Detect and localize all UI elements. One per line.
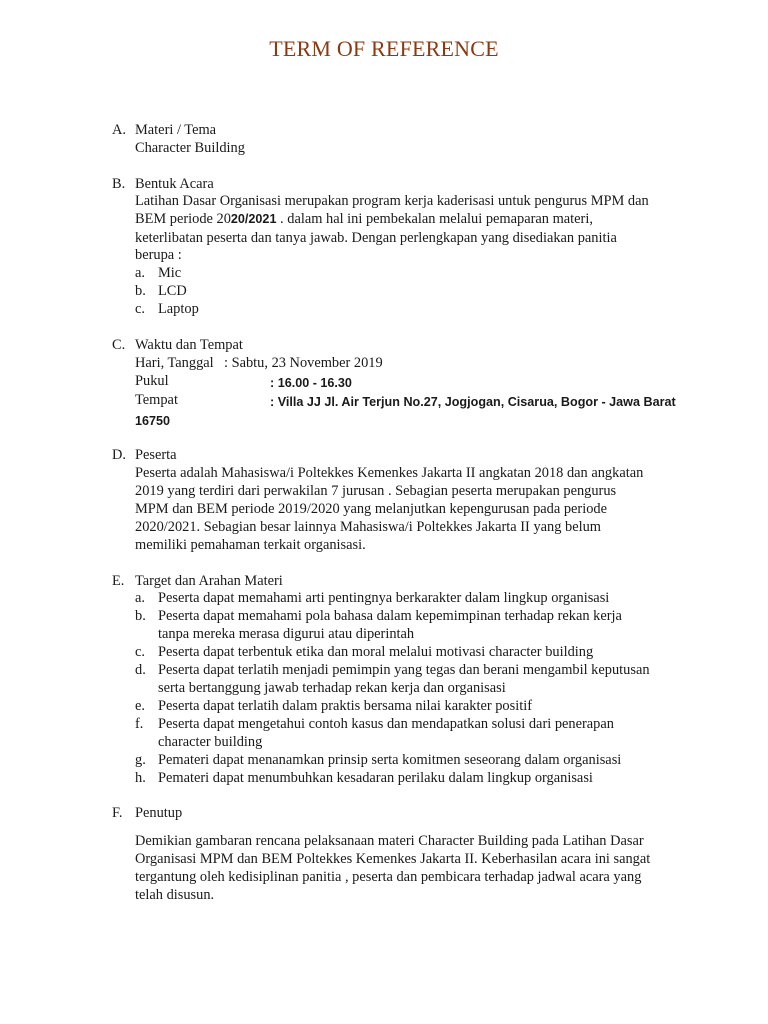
list-item-text: Peserta dapat terlatih menjadi pemimpin yang tegas dan berani mengambil keputusan xyxy=(158,662,650,678)
list-marker: g. xyxy=(135,752,146,768)
section-b-text-part: . dalam hal ini pembekalan melalui pemaparan materi, xyxy=(276,211,593,227)
section-f-heading: Penutup xyxy=(135,805,183,821)
list-item-text: tanpa mereka merasa digurui atau diperintah xyxy=(158,626,415,642)
tempat-value: : Villa JJ Jl. Air Terjun No.27, Jogjogan, Cisarua, Bogor - Jawa Barat xyxy=(270,395,676,409)
section-e-heading: Target dan Arahan Materi xyxy=(135,573,283,589)
list-marker: b. xyxy=(135,608,146,624)
list-marker: a. xyxy=(135,590,145,606)
section-f-paragraph-line: tergantung oleh kedisiplinan panitia , peserta dan pembicara terhadap jadwal acara yang xyxy=(135,869,642,885)
list-marker: a. xyxy=(135,265,145,281)
list-item-text: Peserta dapat memahami arti pentingnya berkarakter dalam lingkup organisasi xyxy=(158,590,610,606)
list-item-text: Peserta dapat terlatih dalam praktis bersama nilai karakter positif xyxy=(158,698,533,714)
section-d-heading: Peserta xyxy=(135,447,177,463)
list-marker: c. xyxy=(135,301,145,317)
section-c-letter: C. xyxy=(112,337,126,353)
tempat-postal-code: 16750 xyxy=(135,414,171,428)
pukul-value: : 16.00 - 16.30 xyxy=(270,376,352,390)
list-marker: b. xyxy=(135,283,146,299)
list-item-text: Peserta dapat terbentuk etika dan moral melalui motivasi character building xyxy=(158,644,594,660)
section-a-heading: Materi / Tema xyxy=(135,122,217,138)
section-b-paragraph-line: berupa : xyxy=(135,247,182,263)
section-f-paragraph-line: telah disusun. xyxy=(135,887,215,903)
section-a-text: Character Building xyxy=(135,140,245,156)
list-item-text: Peserta dapat mengetahui contoh kasus dan mendapatkan solusi dari penerapan xyxy=(158,716,614,732)
list-marker: c. xyxy=(135,644,145,660)
list-item-text: serta bertanggung jawab terhadap rekan kerja dan organisasi xyxy=(158,680,506,696)
section-f-paragraph-line: Demikian gambaran rencana pelaksanaan materi Character Building pada Latihan Dasar xyxy=(135,833,644,849)
list-marker: h. xyxy=(135,770,146,786)
section-c-heading: Waktu dan Tempat xyxy=(135,337,243,353)
section-f-letter: F. xyxy=(112,805,123,821)
section-d-paragraph-line: MPM dan BEM periode 2019/2020 yang melanjutkan kepengurusan pada periode xyxy=(135,501,607,517)
hari-tanggal-label: Hari, Tanggal xyxy=(135,355,214,371)
list-marker: e. xyxy=(135,698,145,714)
section-b-letter: B. xyxy=(112,176,126,192)
section-d-paragraph-line: 2020/2021. Sebagian besar lainnya Mahasiswa/i Poltekkes Jakarta II yang belum xyxy=(135,519,601,535)
document-title: TERM OF REFERENCE xyxy=(269,36,499,61)
section-d-letter: D. xyxy=(112,447,126,463)
section-b-paragraph-line: Latihan Dasar Organisasi merupakan program kerja kaderisasi untuk pengurus MPM dan xyxy=(135,193,649,209)
section-e-letter: E. xyxy=(112,573,125,589)
list-item-text: Mic xyxy=(158,265,182,281)
tempat-label: Tempat xyxy=(135,392,178,408)
section-d-paragraph-line: memiliki pemahaman terkait organisasi. xyxy=(135,537,366,553)
section-a-letter: A. xyxy=(112,122,126,138)
section-b-paragraph-line xyxy=(135,210,593,228)
section-b-text-part: BEM periode 20 xyxy=(135,211,231,227)
list-item-text: Laptop xyxy=(158,301,199,317)
hari-tanggal-value: : Sabtu, 23 November 2019 xyxy=(224,355,383,371)
section-b-paragraph-line: keterlibatan peserta dan tanya jawab. Dengan perlengkapan yang disediakan panitia xyxy=(135,230,617,246)
list-marker: d. xyxy=(135,662,146,678)
section-d-paragraph-line: 2019 yang terdiri dari perwakilan 7 jurusan . Sebagian peserta merupakan pengurus xyxy=(135,483,617,499)
section-f-paragraph-line: Organisasi MPM dan BEM Poltekkes Kemenkes Jakarta II. Keberhasilan acara ini sangat xyxy=(135,851,651,867)
section-b-period-bold: 20/2021 xyxy=(230,212,277,226)
list-item-text: character building xyxy=(158,734,263,750)
pukul-label: Pukul xyxy=(135,373,169,389)
section-d-paragraph-line: Peserta adalah Mahasiswa/i Poltekkes Kemenkes Jakarta II angkatan 2018 dan angkatan xyxy=(135,465,644,481)
list-item-text: Pemateri dapat menanamkan prinsip serta komitmen seseorang dalam organisasi xyxy=(158,752,622,768)
list-item-text: Pemateri dapat menumbuhkan kesadaran perilaku dalam lingkup organisasi xyxy=(158,770,593,786)
section-b-heading: Bentuk Acara xyxy=(135,176,214,192)
list-item-text: LCD xyxy=(158,283,187,299)
list-marker: f. xyxy=(135,716,144,732)
list-item-text: Peserta dapat memahami pola bahasa dalam kepemimpinan terhadap rekan kerja xyxy=(158,608,622,624)
